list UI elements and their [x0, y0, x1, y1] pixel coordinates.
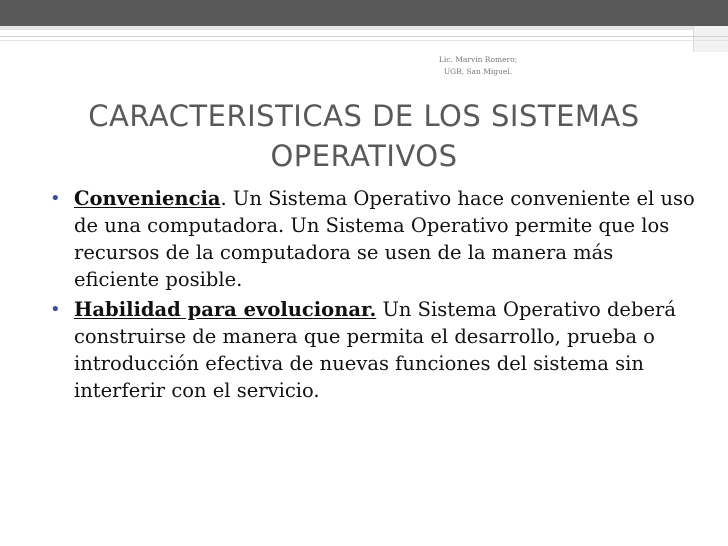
band-light-strip [0, 26, 728, 30]
bullet-term: Conveniencia [74, 187, 221, 210]
bullet-list [42, 185, 704, 404]
corner-tab [693, 26, 728, 52]
author-note [430, 54, 526, 78]
bullet-item-conveniencia [42, 185, 704, 293]
bullet-dot-icon: • [50, 188, 61, 209]
divider-line [0, 36, 728, 37]
bullet-dot-icon: • [50, 299, 61, 320]
author-note-line-2: UGB, San Miguel. [443, 67, 513, 76]
author-note-line-1: Lic. Marvin Romero; [438, 55, 518, 64]
bullet-item-habilidad [42, 296, 704, 404]
slide-title: CARACTERISTICAS DE LOS SISTEMAS OPERATIVOS [88, 99, 640, 173]
bullet-text: Un Sistema Operativo deberá construirse de manera que permita el desarrollo, prueba o introducción efectiva de nuevas funciones del sistema sin interferir con el servicio. [74, 298, 676, 402]
divider-line-secondary [0, 40, 728, 41]
top-decorative-band [0, 0, 728, 26]
bullet-term: Habilidad para evolucionar. [74, 298, 377, 321]
bullet-text: . Un Sistema Operativo hace conveniente el uso de una computadora. Un Sistema Operativo permite que los recursos de la computadora se usen de la manera más eficiente posible. [74, 187, 695, 291]
